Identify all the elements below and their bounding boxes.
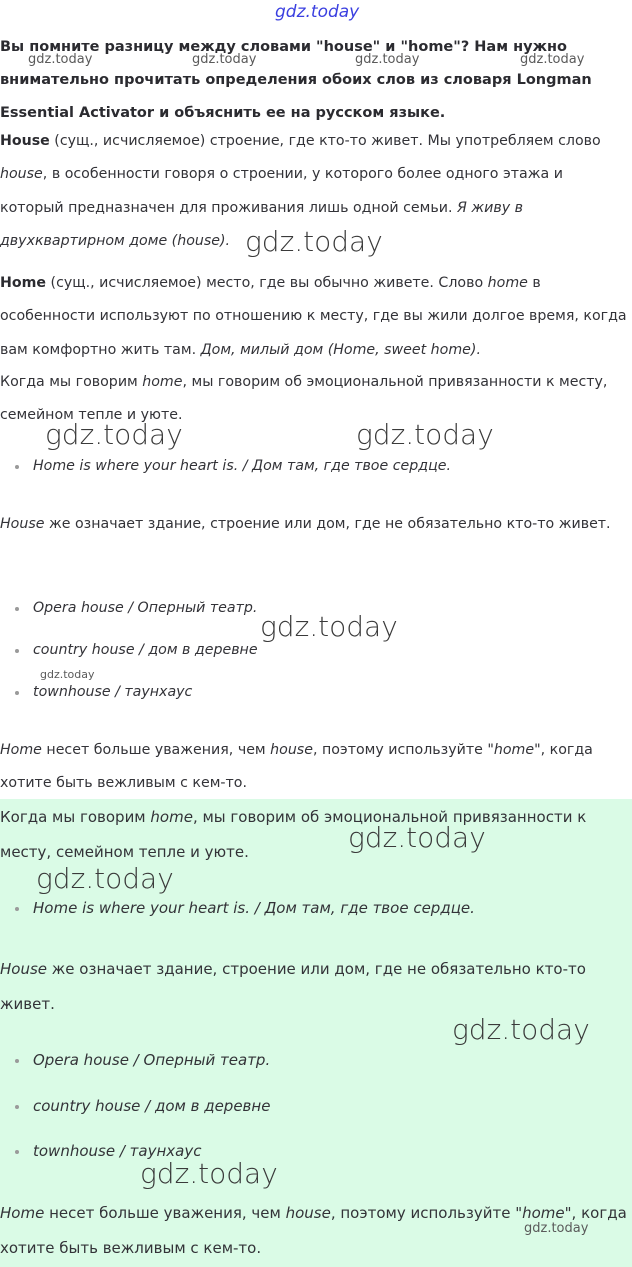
watermark: gdz.today [520,52,585,67]
building-word: House [0,516,45,532]
example-text: townhouse / таунхаус [33,1142,202,1160]
watermark: gdz.today [356,418,494,451]
respect-text1: несет больше уважения, чем [44,1204,286,1222]
watermark: gdz.today [452,1013,590,1046]
watermark: gdz.today [245,225,383,258]
emotional-paragraph [0,800,628,870]
list-item-example [17,598,257,618]
heart-text: Home is where your heart is. / Дом там, где твое сердце. [33,458,451,474]
house-def-text1: (сущ., исчисляемое) строение, где кто-то живет. Мы употребляем слово [49,133,601,149]
watermark-logo: gdz.today [275,2,360,22]
list-item-example [17,1096,270,1116]
building-text: же означает здание, строение или дом, где не обязательно кто-то живет. [44,516,611,532]
question-text: Вы помните разницу между словами "house" и "home"? Нам нужно внимательно прочитать определения обоих слов из словаря Longman Essential Activator и объяснить ее на русском языке. [0,39,592,121]
building-word: House [0,960,48,978]
watermark: gdz.today [40,668,95,681]
home-def-text1: (сущ., исчисляемое) место, где вы обычно живете. Слово [46,275,488,291]
respect-text2: , поэтому используйте " [312,742,494,758]
list-item-heart [17,456,451,476]
list-item-heart [17,898,475,918]
home-def-example: Дом, милый дом (Home, sweet home). [200,341,481,358]
list-item-example [17,640,258,660]
example-text: Opera house / Оперный театр. [33,1051,271,1069]
watermark: gdz.today [45,418,183,451]
respect-word3: home [493,742,535,758]
house-term: House [0,133,50,149]
home-def-text2: в особенности используют по отношению к месту, где вы жили долгое время, когда вам комфортно жить там. [0,275,627,358]
respect-text2: , поэтому используйте " [330,1204,523,1222]
emotional-text1: Когда мы говорим [0,374,143,390]
building-text: же означает здание, строение или дом, где не обязательно кто-то живет. [0,960,586,1013]
watermark: gdz.today [28,52,93,67]
respect-text1: несет больше уважения, чем [41,742,271,758]
respect-word1: Home [0,1204,45,1222]
watermark: gdz.today [192,52,257,67]
respect-word2: house [285,1204,331,1222]
respect-paragraph [0,734,628,801]
respect-text3: ", когда хотите быть вежливым с кем-то. [0,1204,627,1257]
respect-text3: ", когда хотите быть вежливым с кем-то. [0,742,593,792]
watermark: gdz.today [524,1221,589,1236]
building-paragraph [0,952,628,1022]
example-text: townhouse / таунхаус [33,684,193,700]
house-def-text2: , в особенности говоря о строении, у которого более одного этажа и который предназначен для проживания лишь одной семьи. [0,166,563,216]
respect-word3: home [522,1204,565,1222]
watermark: gdz.today [260,610,398,643]
respect-word2: house [270,742,313,758]
emotional-word: home [142,374,183,390]
watermark: gdz.today [348,821,486,854]
emotional-text1: Когда мы говорим [0,808,151,826]
home-definition [0,267,628,367]
emotional-word: home [150,808,193,826]
emotional-text2: , мы говорим об эмоциональной привязанности к месту, семейном тепле и уюте. [0,808,587,861]
building-paragraph [0,508,628,541]
respect-word1: Home [0,742,42,758]
list-item-example [17,1050,270,1070]
watermark: gdz.today [36,862,174,895]
watermark: gdz.today [140,1157,278,1190]
home-def-word: home [487,275,528,291]
example-text: country house / дом в деревне [33,1097,271,1115]
heart-text: Home is where your heart is. / Дом там, где твое сердце. [33,899,475,917]
watermark: gdz.today [355,52,420,67]
house-def-example: Я живу в двухквартирном доме (house). [0,199,523,249]
example-text: Opera house / Оперный театр. [33,600,258,616]
example-text: country house / дом в деревне [33,642,258,658]
list-item-example [17,682,192,702]
home-term: Home [0,275,47,291]
house-def-word: house [0,166,43,183]
emotional-text2: , мы говорим об эмоциональной привязанности к месту, семейном тепле и уюте. [0,374,608,424]
